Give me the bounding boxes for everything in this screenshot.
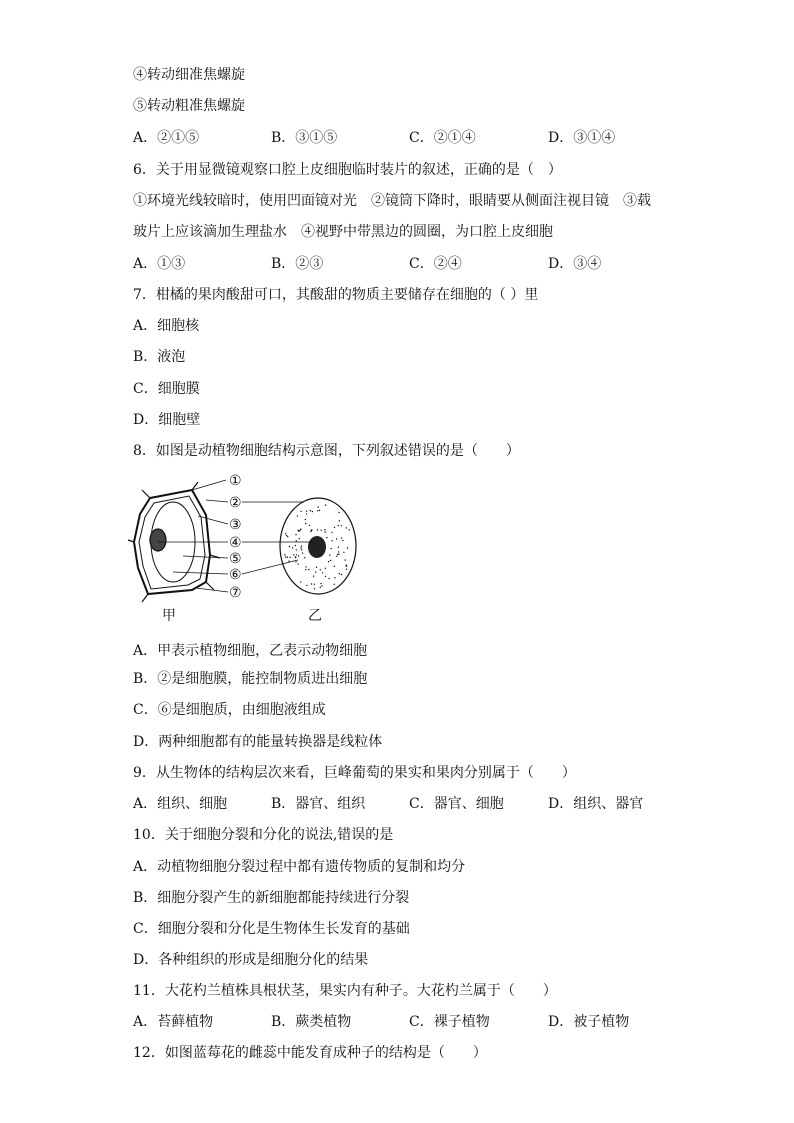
cytoplasm-dot [314, 584, 315, 585]
cytoplasm-dot [330, 560, 331, 561]
q11-stem: 11．大花杓兰植株具根状茎，果实内有种子。大花杓兰属于（ ） [133, 983, 557, 999]
marker-2: ② [229, 495, 242, 511]
cytoplasm-dot [310, 531, 311, 532]
cytoplasm-dot [320, 569, 321, 570]
cytoplasm-dot [328, 561, 329, 562]
marker-4: ④ [229, 535, 242, 551]
cytoplasm-dot [298, 555, 299, 556]
cytoplasm-dot [305, 569, 306, 570]
cytoplasm-dot [308, 569, 309, 570]
cytoplasm-dot [320, 587, 321, 588]
cytoplasm-dot [332, 540, 333, 541]
cytoplasm-dot [341, 525, 342, 526]
cytoplasm-dot [306, 513, 307, 514]
q10-stem: 10．关于细胞分裂和分化的说法,错误的是 [133, 827, 394, 843]
q10-option-b: B．细胞分裂产生的新细胞都能持续进行分裂 [133, 890, 410, 906]
cytoplasm-dot [300, 511, 301, 512]
marker-7: ⑦ [229, 585, 242, 601]
cytoplasm-dot [287, 557, 288, 558]
marker-6: ⑥ [229, 567, 242, 583]
step-5-text: ⑤转动粗准焦螺旋 [133, 98, 245, 114]
cytoplasm-dot [300, 547, 301, 548]
cytoplasm-dot [295, 557, 296, 558]
cytoplasm-dot [320, 583, 321, 584]
cytoplasm-dot [334, 527, 335, 528]
cytoplasm-dot [305, 523, 306, 524]
q11-option-d: D．被子植物 [548, 1014, 630, 1030]
cytoplasm-dot [288, 560, 289, 561]
q12-stem: 12．如图蓝莓花的雌蕊中能发育成种子的结构是（ ） [133, 1045, 487, 1061]
cytoplasm-dot [341, 537, 342, 538]
cell-diagram-figure [128, 470, 368, 625]
cytoplasm-dot [311, 529, 312, 530]
cytoplasm-dot [296, 554, 297, 555]
q10-option-c: C．细胞分裂和分化是生物体生长发育的基础 [133, 921, 410, 937]
cytoplasm-dot [319, 510, 320, 511]
q5-option-a: A．②①⑤ [133, 130, 200, 146]
marker-3: ③ [229, 517, 242, 533]
step-4-text: ④转动细准焦螺旋 [133, 67, 245, 83]
cytoplasm-dot [325, 568, 326, 569]
q9-stem: 9．从生物体的结构层次来看，巨峰葡萄的果实和果肉分别属于（ ） [133, 765, 576, 781]
cytoplasm-dot [342, 540, 343, 541]
cytoplasm-dot [343, 552, 344, 553]
cell-diagram [128, 470, 368, 625]
cytoplasm-dot [331, 548, 332, 549]
cytoplasm-dot [289, 546, 290, 547]
cytoplasm-dot [325, 531, 326, 532]
cytoplasm-dot [338, 512, 339, 513]
cytoplasm-dot [322, 572, 323, 573]
q8-option-a: A．甲表示植物细胞，乙表示动物细胞 [133, 643, 368, 659]
cytoplasm-dot [314, 588, 315, 589]
cytoplasm-dot [321, 585, 322, 586]
cytoplasm-dot [317, 506, 318, 507]
cytoplasm-dot [295, 534, 296, 535]
cytoplasm-dot [313, 576, 314, 577]
cytoplasm-dot [304, 557, 305, 558]
cytoplasm-dot [346, 565, 347, 566]
cytoplasm-dot [310, 510, 311, 511]
q8-option-c: C．⑥是细胞质，由细胞液组成 [133, 702, 326, 718]
cytoplasm-dot [300, 529, 301, 530]
q5-option-d: D．③①④ [548, 130, 616, 146]
q8-option-b: B．②是细胞膜，能控制物质进出细胞 [133, 671, 368, 687]
q7-option-b: B．液泡 [133, 349, 186, 365]
cytoplasm-dot [289, 557, 290, 558]
q11-option-c: C．裸子植物 [409, 1014, 490, 1030]
cytoplasm-dot [296, 549, 297, 550]
q6-option-d: D．③④ [548, 256, 602, 272]
cytoplasm-dot [306, 511, 307, 512]
cytoplasm-dot [295, 545, 296, 546]
cytoplasm-dot [328, 578, 329, 579]
cytoplasm-dot [348, 529, 349, 530]
cytoplasm-dot [297, 515, 298, 516]
cytoplasm-dot [297, 530, 298, 531]
cytoplasm-dot [311, 583, 312, 584]
cytoplasm-dot [338, 551, 339, 552]
cytoplasm-dot [336, 556, 337, 557]
marker-5: ⑤ [229, 551, 242, 567]
cytoplasm-dot [338, 525, 339, 526]
cytoplasm-dot [329, 554, 330, 555]
q9-option-b: B．器官、组织 [271, 796, 366, 812]
cytoplasm-dot [293, 554, 294, 555]
cytoplasm-dot [285, 557, 286, 558]
cytoplasm-dot [296, 540, 297, 541]
q9-option-c: C．器官、细胞 [409, 796, 504, 812]
cytoplasm-dot [305, 566, 306, 567]
cytoplasm-dot [302, 552, 303, 553]
cytoplasm-dot [317, 510, 318, 511]
q8-stem: 8．如图是动植物细胞结构示意图，下列叙述错误的是（ ） [133, 443, 520, 459]
q11-option-a: A．苔藓植物 [133, 1014, 214, 1030]
cytoplasm-dot [284, 554, 285, 555]
cytoplasm-dot [301, 549, 302, 550]
q6-statements-line1: ①环境光线较暗时，使用凹面镜对光 ②镜筒下降时，眼睛要从侧面注视目镜 ③载 [133, 193, 651, 209]
cytoplasm-dot [300, 581, 301, 582]
cytoplasm-dot [346, 569, 347, 570]
q9-option-d: D．组织、器官 [548, 796, 644, 812]
cytoplasm-dot [346, 527, 347, 528]
q7-stem: 7．柑橘的果肉酸甜可口，其酸甜的物质主要储存在细胞的（ ）里 [133, 287, 539, 303]
cytoplasm-dot [324, 529, 325, 530]
q10-option-a: A．动植物细胞分裂过程中都有遗传物质的复制和均分 [133, 859, 466, 875]
cytoplasm-dot [339, 520, 340, 521]
cytoplasm-dot [286, 535, 287, 536]
q7-option-c: C．细胞膜 [133, 381, 200, 397]
plant-cell-label: 甲 [162, 608, 176, 624]
q11-option-b: B．蕨类植物 [271, 1014, 352, 1030]
q6-stem: 6．关于用显微镜观察口腔上皮细胞临时装片的叙述，正确的是（ ） [133, 162, 562, 178]
q8-option-d: D．两种细胞都有的能量转换器是线粒体 [133, 734, 383, 750]
cytoplasm-dot [321, 530, 322, 531]
cytoplasm-dot [331, 532, 332, 533]
q5-option-c: C．②①④ [409, 130, 476, 146]
cytoplasm-dot [305, 519, 306, 520]
q6-option-b: B．②③ [271, 256, 324, 272]
cytoplasm-dot [338, 554, 339, 555]
q5-option-b: B．③①⑤ [271, 130, 338, 146]
q7-option-a: A．细胞核 [133, 318, 200, 334]
cytoplasm-dot [334, 577, 335, 578]
animal-cell-drawing [280, 498, 356, 594]
q10-option-d: D．各种组织的形成是细胞分化的结果 [133, 952, 369, 968]
q7-option-d: D．细胞壁 [133, 412, 201, 428]
marker-1: ① [229, 473, 242, 489]
q9-option-a: A．组织、细胞 [133, 796, 228, 812]
cytoplasm-dot [338, 547, 339, 548]
cytoplasm-dot [309, 525, 310, 526]
q6-statements-line2: 玻片上应该滴加生理盐水 ④视野中带黑边的圆圈，为口腔上皮细胞 [133, 224, 553, 240]
cytoplasm-dot [326, 537, 327, 538]
cytoplasm-dot [301, 546, 302, 547]
cytoplasm-dot [317, 529, 318, 530]
cytoplasm-dot [325, 504, 326, 505]
cytoplasm-dot [315, 572, 316, 573]
q6-option-c: C．②④ [409, 256, 462, 272]
part-markers [229, 473, 242, 601]
cytoplasm-dot [298, 563, 299, 564]
animal-cell-label: 乙 [308, 608, 322, 624]
cytoplasm-dot [312, 511, 313, 512]
cytoplasm-dot [347, 547, 348, 548]
cytoplasm-dot [339, 573, 340, 574]
q6-option-a: A．①③ [133, 256, 186, 272]
cytoplasm-dot [334, 584, 335, 585]
cytoplasm-dot [336, 538, 337, 539]
cytoplasm-dot [345, 559, 346, 560]
cytoplasm-dot [325, 576, 326, 577]
cytoplasm-dot [285, 533, 286, 534]
cytoplasm-dot [299, 538, 300, 539]
cytoplasm-dot [292, 547, 293, 548]
cytoplasm-dot [341, 574, 342, 575]
cytoplasm-dot [334, 566, 335, 567]
cytoplasm-dot [316, 567, 317, 568]
cytoplasm-dot [295, 561, 296, 562]
cytoplasm-dot [337, 554, 338, 555]
cytoplasm-dot [306, 585, 307, 586]
cytoplasm-dot [287, 536, 288, 537]
